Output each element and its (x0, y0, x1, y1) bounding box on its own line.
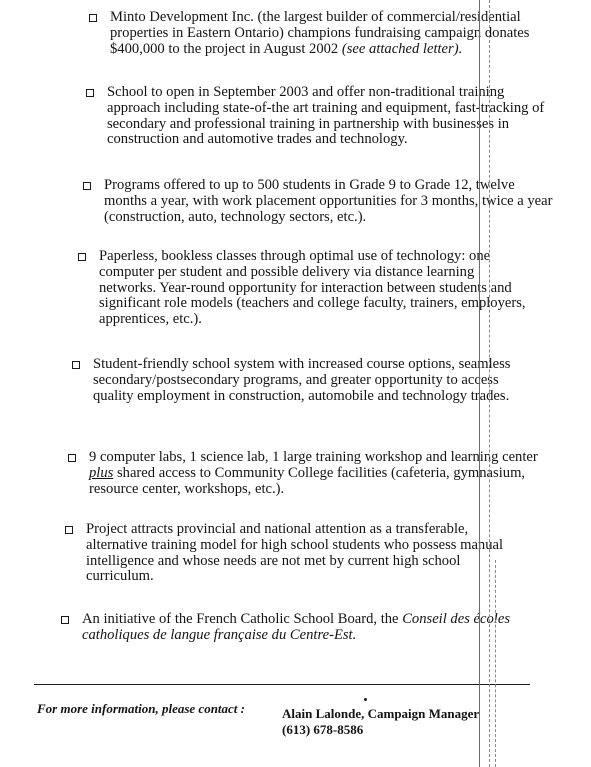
scan-fold-line (489, 0, 490, 767)
square-bullet-icon (86, 89, 94, 97)
bullet-item (68, 450, 538, 497)
footer-divider (34, 684, 530, 685)
bullet-item (72, 357, 542, 404)
square-bullet-icon (65, 526, 73, 534)
scan-speck (364, 698, 367, 701)
bullet-item (78, 249, 534, 328)
contact-block (282, 706, 479, 738)
bullet-item (61, 612, 523, 644)
scan-fold-line (495, 560, 496, 767)
bullet-text: School to open in September 2003 and offer non-traditional training approach including state-of-the art training and equipment, fast-tracking of secondary and professional training in partnership with businesses in construction and automotive trades and technology. (107, 84, 545, 148)
bullet-text: Paperless, bookless classes through optimal use of technology: one computer per student and possible delivery via distance learning networks. Year-round opportunity for interaction between students and significant role models (teachers and college faculty, trainers, employers, apprentices, etc.). (99, 248, 526, 328)
square-bullet-icon (68, 454, 76, 462)
square-bullet-icon (61, 616, 69, 624)
bullet-text: 9 computer labs, 1 science lab, 1 large training workshop and learning center plus shared access to Community College facilities (cafeteria, gymnasium, resource center, workshops, etc.). (89, 449, 538, 497)
contact-phone: (613) 678-8586 (282, 722, 364, 737)
bullet-text: Minto Development Inc. (the largest builder of commercial/residential properties in Eastern Ontario) champions fundraising campaign donates $400,000 to the project in August 2002 (see attached letter). (110, 9, 530, 57)
bullet-item (83, 178, 553, 225)
bullet-text: An initiative of the French Catholic School Board, the Conseil des écoles catholiques de langue française du Centre-Est. (82, 611, 510, 643)
bullet-item (65, 522, 515, 585)
contact-name: Alain Lalonde, Campaign Manager (282, 706, 480, 721)
square-bullet-icon (78, 253, 86, 261)
bullet-text: Programs offered to up to 500 students in Grade 9 to Grade 12, twelve months a year, with work placement opportunities for 3 months, twice a year (construction, auto, technology sectors, etc.). (104, 177, 553, 225)
square-bullet-icon (83, 182, 91, 190)
square-bullet-icon (89, 14, 97, 22)
scan-fold-line (479, 0, 480, 767)
square-bullet-icon (72, 361, 80, 369)
bullet-text: Project attracts provincial and national attention as a transferable, alternative training model for high school students who possess manual intelligence and whose needs are not met by current high school curriculum. (86, 521, 504, 585)
contact-label: For more information, please contact : (37, 701, 245, 716)
bullet-text: Student-friendly school system with increased course options, seamless secondary/postsecondary programs, and greater opportunity to access quality employment in construction, automobile and technology trades. (93, 356, 511, 404)
